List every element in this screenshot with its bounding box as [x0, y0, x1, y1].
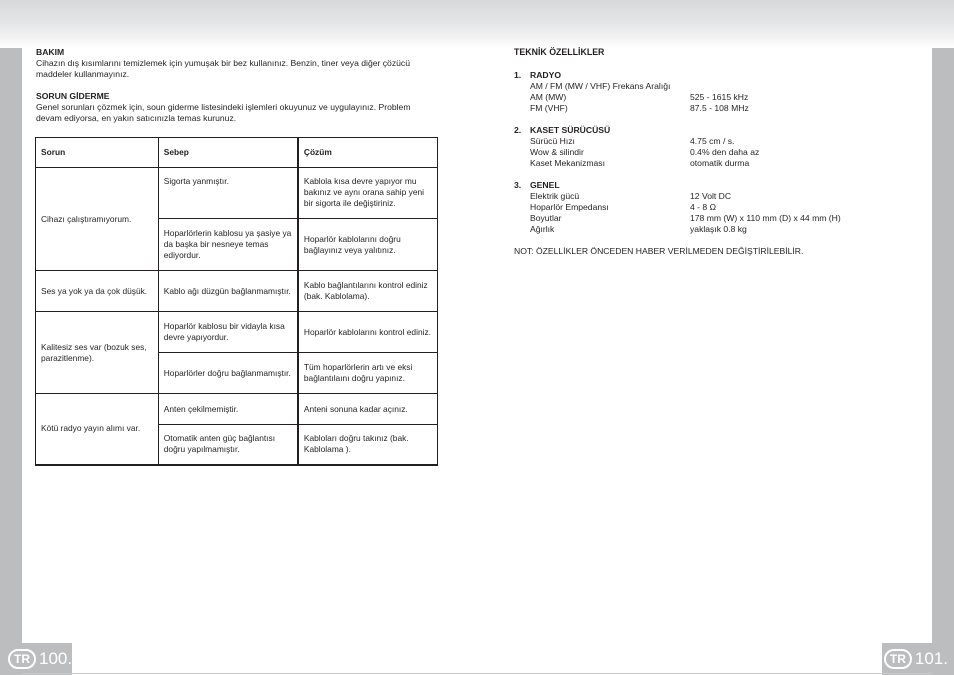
right-margin-bar: [932, 48, 954, 675]
table-row: [36, 271, 438, 312]
sorun-giderme-heading: SORUN GİDERME: [36, 91, 110, 101]
problem-cell: Kalitesiz ses var (bozuk ses, parazitlenme).: [36, 312, 159, 394]
spec-row: [514, 147, 914, 158]
section-name: RADYO: [530, 70, 562, 80]
right-page-content: [514, 47, 914, 257]
section-heading: [514, 180, 914, 191]
spec-value: 178 mm (W) x 110 mm (D) x 44 mm (H): [690, 213, 841, 223]
cause-cell: Kablo ağı düzgün bağlanmamıştır.: [158, 271, 298, 312]
spec-label: Sürücü Hızı: [530, 136, 575, 146]
bottom-rule: [22, 673, 932, 674]
section-heading: [514, 125, 914, 136]
spec-section-radyo: [514, 70, 914, 114]
spec-section-kaset: [514, 125, 914, 169]
problem-cell: Kötü radyo yayın alımı var.: [36, 394, 159, 465]
spec-value: yaklaşık 0.8 kg: [690, 224, 747, 234]
language-badge: TR: [8, 649, 36, 669]
page-number-right: [884, 649, 948, 669]
spec-row: [514, 191, 914, 202]
spec-row: [514, 224, 914, 235]
spec-label: Hoparlör Empedansı: [530, 202, 609, 212]
spec-label: FM (VHF): [530, 103, 568, 113]
spec-label: AM / FM (MW / VHF) Frekans Aralığı: [530, 81, 671, 91]
cause-cell: Otomatik anten güç bağlantısı doğru yapılmamıştır.: [158, 425, 298, 465]
spec-row: [514, 92, 914, 103]
problem-cell: Ses ya yok ya da çok düşük.: [36, 271, 159, 312]
problem-cell: Cihazı çalıştıramıyorum.: [36, 168, 159, 271]
spec-row: [514, 202, 914, 213]
spec-value: 87.5 - 108 MHz: [690, 103, 749, 113]
spec-row: [514, 136, 914, 147]
solution-cell: Hoparlör kablolarını doğru bağlayınız veya yalıtınız.: [298, 219, 438, 271]
spec-row: [514, 213, 914, 224]
header-sorun: Sorun: [36, 138, 159, 168]
table-row: [36, 168, 438, 219]
language-badge: TR: [884, 649, 912, 669]
spec-value: 12 Volt DC: [690, 191, 732, 201]
section-heading: [514, 70, 914, 81]
cause-cell: Anten çekilmemiştir.: [158, 394, 298, 425]
section-name: KASET SÜRÜCÜSÜ: [530, 125, 611, 135]
spec-label: Kaset Mekanizması: [530, 158, 605, 168]
spec-value: 525 - 1615 kHz: [690, 92, 749, 102]
cause-cell: Hoparlör kablosu bir vidayla kısa devre yapıyordur.: [158, 312, 298, 353]
spec-label: Boyutlar: [530, 213, 562, 223]
header-cozum: Çözüm: [298, 138, 438, 168]
bakim-heading: BAKIM: [36, 47, 65, 57]
table-header-row: [36, 138, 438, 168]
spec-section-genel: [514, 180, 914, 235]
spec-label: Elektrik gücü: [530, 191, 580, 201]
spec-value: otomatik durma: [690, 158, 750, 168]
section-number: 2.: [514, 125, 522, 135]
solution-cell: Kabloları doğru takınız (bak. Kablolama ).: [298, 425, 438, 465]
section-number: 1.: [514, 70, 522, 80]
spec-value: 4 - 8 Ω: [690, 202, 717, 212]
specs-title: TEKNİK ÖZELLİKLER: [514, 47, 605, 57]
spec-row: [514, 103, 914, 114]
solution-cell: Kablola kısa devre yapıyor mu bakınız ve aynı orana sahip yeni bir sigorta ile değiştiriniz.: [298, 168, 438, 219]
header-band: [0, 0, 954, 48]
page-number-text: 100.: [39, 649, 73, 668]
cause-cell: Sigorta yanmıştır.: [158, 168, 298, 219]
bakim-text: Cihazın dış kısımlarını temizlemek için yumuşak bir bez kullanınız. Benzin, tiner veya diğer çözücü maddeler kullanmayınız.: [36, 58, 410, 79]
specs-note: NOT: ÖZELLİKLER ÖNCEDEN HABER VERİLMEDEN DEĞİŞTİRİLEBİLİR.: [514, 246, 804, 256]
spec-label: Ağırlık: [530, 224, 555, 234]
cause-cell: Hoparlörler doğru bağlanmamıştır.: [158, 353, 298, 394]
spec-value: 4.75 cm / s.: [690, 136, 735, 146]
page-number-left: [8, 649, 72, 669]
header-sebep: Sebep: [158, 138, 298, 168]
solution-cell: Hoparlör kablolarını kontrol ediniz.: [298, 312, 438, 353]
left-margin-bar: [0, 48, 22, 675]
solution-cell: Tüm hoparlörlerin artı ve eksi bağlantılaını doğru yapınız.: [298, 353, 438, 394]
solution-cell: Kablo bağlantılarını kontrol ediniz (bak. Kablolama).: [298, 271, 438, 312]
spec-label: Wow & silindir: [530, 147, 584, 157]
sorun-giderme-text: Genel sorunları çözmek için, soun giderme listesindeki işlemleri okuyunuz ve uygulayınız. Problem devam ediyorsa, en yakın satıcınızla temas kurunuz.: [36, 102, 411, 123]
spec-row: [514, 81, 914, 92]
troubleshooting-table: [35, 137, 438, 466]
section-number: 3.: [514, 180, 522, 190]
spec-value: 0.4% den daha az: [690, 147, 760, 157]
section-name: GENEL: [530, 180, 560, 190]
solution-cell: Anteni sonuna kadar açınız.: [298, 394, 438, 425]
page-number-text: 101.: [914, 649, 948, 668]
spec-row: [514, 158, 914, 169]
cause-cell: Hoparlörlerin kablosu ya şasiye ya da başka bir nesneye temas ediyordur.: [158, 219, 298, 271]
table-row: [36, 394, 438, 425]
table-row: [36, 312, 438, 353]
spec-label: AM (MW): [530, 92, 567, 102]
left-page-content: [36, 47, 438, 135]
